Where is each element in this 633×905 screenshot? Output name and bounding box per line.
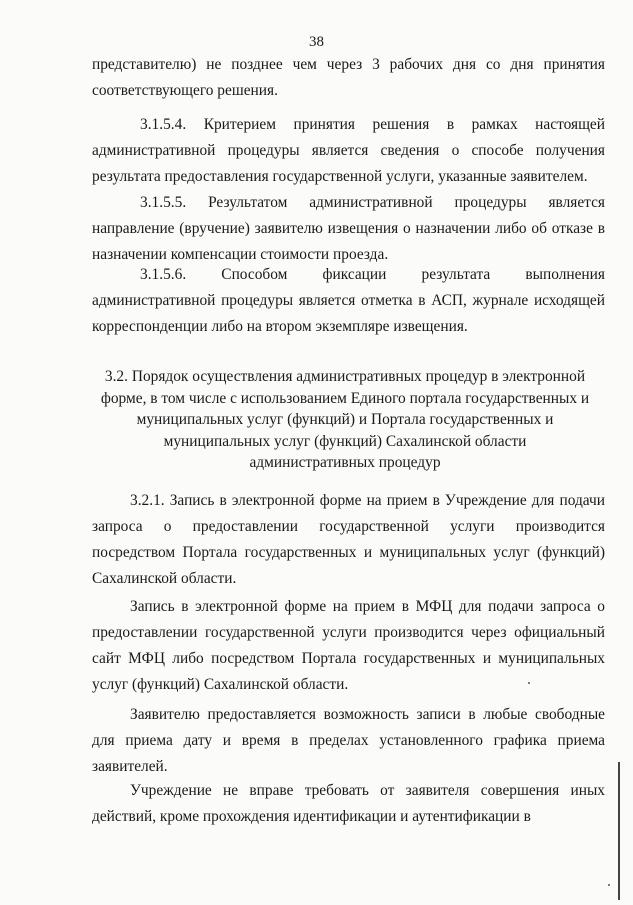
section-heading-3-2: 3.2. Порядок осуществления административных процедур в электронной форме, в том числе с использованием Единого портала государственных и муниципальных услуг (функций) и Портала государственных и муниципальных услуг (функций) Сахалинской области административных процедур: [100, 368, 590, 471]
paragraph-continuation: представителю) не позднее чем через 3 рабочих дня со дня принятия соответствующего решения.: [92, 56, 605, 99]
paragraph-3-1-5-4: 3.1.5.4. Критерием принятия решения в рамках настоящей административной процедуры является сведения о способе получения результата предоставления государственной услуги, указанные заявителем.: [92, 116, 605, 185]
paragraph-3-2-1: 3.2.1. Запись в электронной форме на прием в Учреждение для подачи запроса о предоставлении государственной услуги производится посредством Портала государственных и муниципальных услуг (функций) Сахалинской области.: [92, 492, 605, 587]
scan-speck: [528, 682, 530, 684]
paragraph-institution-restriction: Учреждение не вправе требовать от заявителя совершения иных действий, кроме прохождения идентификации и аутентификации в: [92, 782, 605, 825]
paragraph-3-1-5-5: 3.1.5.5. Результатом административной процедуры является направление (вручение) заявителю извещения о назначении либо об отказе в назначении компенсации стоимости проезда.: [92, 194, 605, 263]
paragraph-3-1-5-6: 3.1.5.6. Способом фиксации результата выполнения административной процедуры является отметка в АСП, журнале исходящей корреспонденции либо на втором экземпляре извещения.: [92, 266, 605, 335]
paragraph-mfc-record: Запись в электронной форме на прием в МФЦ для подачи запроса о предоставлении государственной услуги производится через официальный сайт МФЦ либо посредством Портала государственных и муниципальных услуг (функций) Сахалинской области.: [92, 598, 605, 693]
paragraph-applicant-options: Заявителю предоставляется возможность записи в любые свободные для приема дату и время в пределах установленного графика приема заявителей.: [92, 706, 605, 775]
scan-margin-line: [618, 762, 620, 900]
scan-speck: [608, 884, 610, 886]
page-number: 38: [309, 34, 324, 50]
